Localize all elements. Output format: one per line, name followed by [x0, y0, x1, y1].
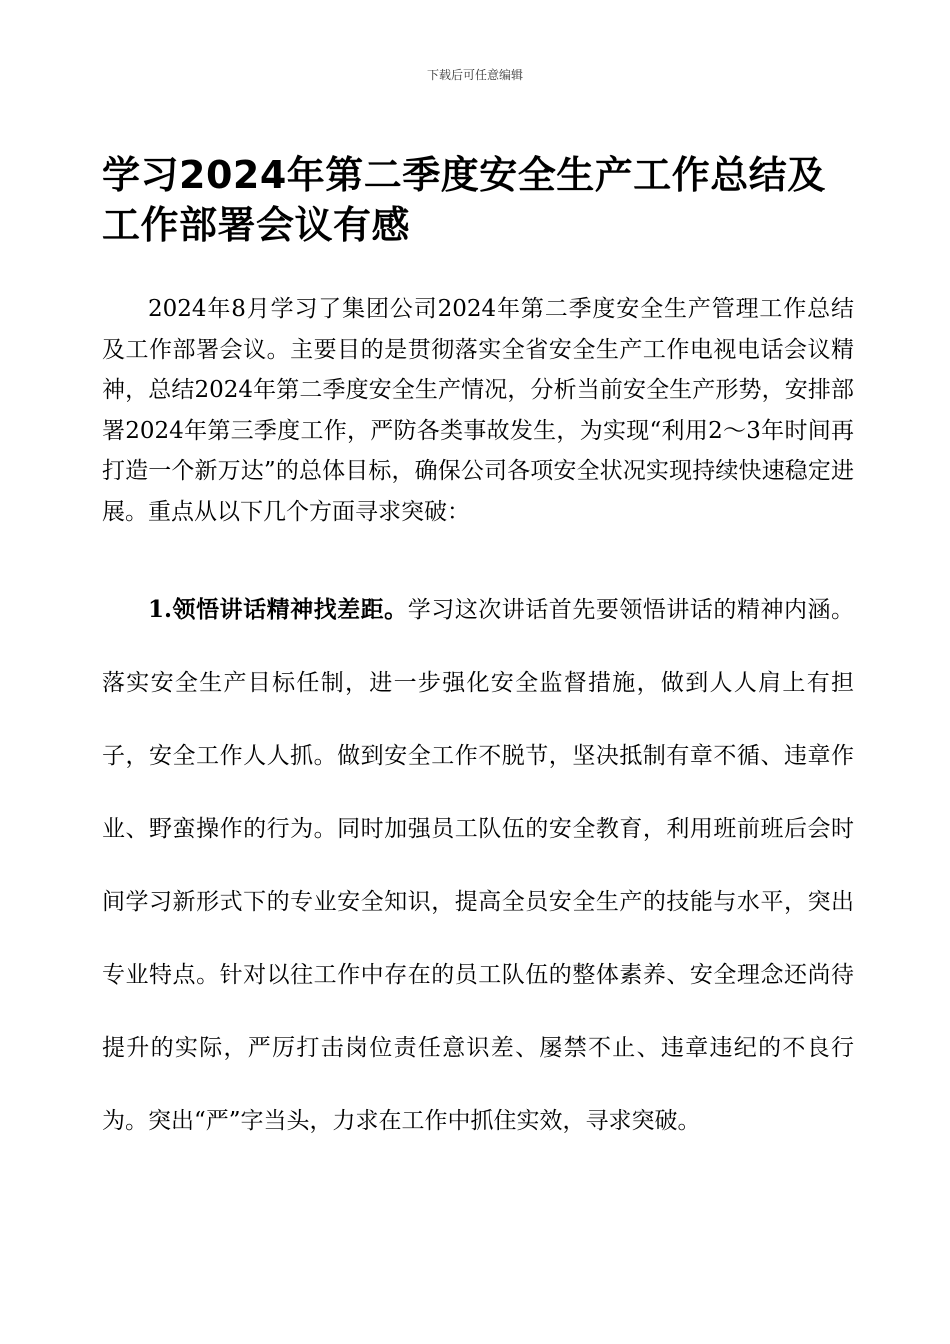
section-1-body: 学习这次讲话首先要领悟讲话的精神内涵。落实安全生产目标任制，进一步强化安全监督措施，做到人人肩上有担子，安全工作人人抓。做到安全工作不脱节，坚决抵制有章不循、违章作业、野蛮操作的行为。同时加强员工队伍的安全教育，利用班前班后会时间学习新形式下的专业安全知识，提高全员安全生产的技能与水平，突出专业特点。针对以往工作中存在的员工队伍的整体素养、安全理念还尚待提升的实际，严厉打击岗位责任意识差、屡禁不止、违章违纪的不良行为。突出“严”字当头，力求在工作中抓住实效，寻求突破。: [102, 597, 855, 1134]
intro-paragraph: 2024年8月学习了集团公司2024年第二季度安全生产管理工作总结及工作部署会议。主要目的是贯彻落实全省安全生产工作电视电话会议精神，总结2024年第二季度安全生产情况，分析当前安全生产形势，安排部署2024年第三季度工作，严防各类事故发生，为实现“利用2～3年时间再打造一个新万达”的总体目标，确保公司各项安全状况实现持续快速稳定进展。重点从以下几个方面寻求突破：: [102, 296, 854, 525]
document-title: 学习2024年第二季度安全生产工作总结及工作部署会议有感: [102, 153, 826, 247]
section-1-heading: 1.领悟讲话精神找差距。: [148, 596, 408, 623]
header-note: 下载后可任意编辑: [426, 68, 523, 82]
section-1-paragraph: [102, 573, 854, 1158]
